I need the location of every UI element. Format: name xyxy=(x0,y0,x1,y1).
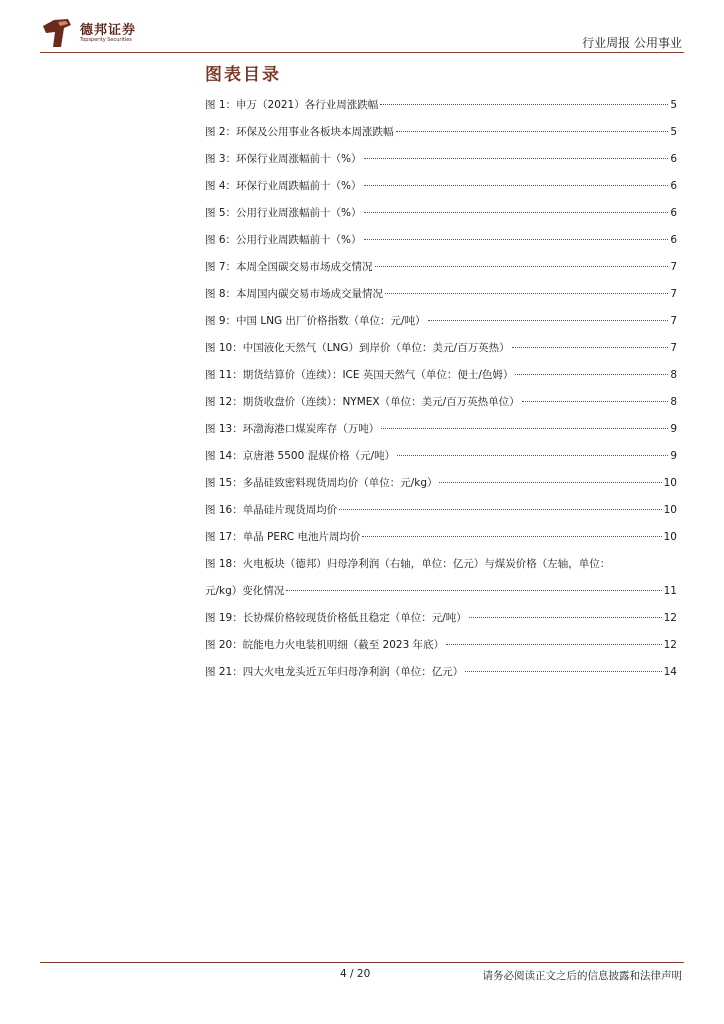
toc-leader-dots xyxy=(396,131,669,132)
toc-leader-dots xyxy=(381,428,668,429)
header-divider xyxy=(40,52,684,53)
toc-item-label: 图 15：多晶硅致密料现货周均价（单位：元/kg） xyxy=(205,477,438,489)
toc-leader-dots xyxy=(339,509,661,510)
toc-item-label: 图 1：申万（2021）各行业周涨跌幅 xyxy=(205,99,379,111)
report-category: 行业周报 公用事业 xyxy=(582,36,682,50)
toc-item-page: 12 xyxy=(663,612,677,624)
toc-item-page: 12 xyxy=(663,639,677,651)
toc-item-label: 图 18：火电板块（德邦）归母净利润（右轴，单位：亿元）与煤炭价格（左轴，单位： xyxy=(205,558,611,570)
toc-item-page: 6 xyxy=(670,207,677,219)
toc-item-page: 6 xyxy=(670,153,677,165)
toc-item-label: 图 5：公用行业周涨幅前十（%） xyxy=(205,207,362,219)
toc-item-11[interactable] xyxy=(205,366,677,384)
toc-item-13[interactable] xyxy=(205,420,677,438)
toc-item-label: 图 4：环保行业周跌幅前十（%） xyxy=(205,180,362,192)
toc-item-page: 10 xyxy=(663,531,677,543)
disclaimer-note: 请务必阅读正文之后的信息披露和法律声明 xyxy=(482,970,682,982)
toc-leader-dots xyxy=(286,590,661,591)
toc-item-page: 10 xyxy=(663,504,677,516)
toc-item-page: 8 xyxy=(670,369,677,381)
toc-item-page: 10 xyxy=(663,477,677,489)
toc-item-label: 图 21：四大火电龙头近五年归母净利润（单位：亿元） xyxy=(205,666,464,678)
toc-list xyxy=(205,96,677,690)
toc-item-label: 图 13：环渤海港口煤炭库存（万吨） xyxy=(205,423,380,435)
toc-item-label: 图 12：期货收盘价（连续）：NYMEX（单位：美元/百万英热单位） xyxy=(205,396,520,408)
toc-leader-dots xyxy=(515,374,668,375)
toc-leader-dots xyxy=(512,347,669,348)
logo-emblem-icon xyxy=(40,16,74,50)
toc-item-17[interactable] xyxy=(205,528,677,546)
toc-item-page: 7 xyxy=(670,315,677,327)
toc-item-label: 图 8：本周国内碳交易市场成交量情况 xyxy=(205,288,384,300)
toc-item-page: 5 xyxy=(670,99,677,111)
toc-leader-dots xyxy=(364,158,669,159)
toc-item-label: 图 17：单晶 PERC 电池片周均价 xyxy=(205,531,361,543)
toc-item-8[interactable] xyxy=(205,285,677,303)
toc-item-page: 11 xyxy=(663,585,677,597)
toc-item-18[interactable] xyxy=(205,555,677,600)
toc-item-1[interactable] xyxy=(205,96,677,114)
toc-item-label: 图 2：环保及公用事业各板块本周涨跌幅 xyxy=(205,126,394,138)
page-title: 图表目录 xyxy=(205,65,281,85)
toc-item-label: 图 6：公用行业周跌幅前十（%） xyxy=(205,234,362,246)
toc-item-page: 7 xyxy=(670,288,677,300)
toc-item-9[interactable] xyxy=(205,312,677,330)
toc-item-page: 7 xyxy=(670,342,677,354)
toc-item-label-cont: 元/kg）变化情况 xyxy=(205,585,285,597)
page-number: 4 / 20 xyxy=(340,968,371,980)
toc-item-label: 图 10：中国液化天然气（LNG）到岸价（单位：美元/百万英热） xyxy=(205,342,510,354)
toc-leader-dots xyxy=(364,212,669,213)
toc-item-page: 6 xyxy=(670,180,677,192)
toc-item-page: 14 xyxy=(663,666,677,678)
toc-leader-dots xyxy=(446,644,662,645)
toc-item-page: 7 xyxy=(670,261,677,273)
toc-item-label: 图 16：单晶硅片现货周均价 xyxy=(205,504,338,516)
toc-item-page: 9 xyxy=(670,450,677,462)
toc-item-7[interactable] xyxy=(205,258,677,276)
toc-item-6[interactable] xyxy=(205,231,677,249)
toc-leader-dots xyxy=(439,482,661,483)
toc-leader-dots xyxy=(362,536,661,537)
toc-item-16[interactable] xyxy=(205,501,677,519)
toc-leader-dots xyxy=(469,617,662,618)
toc-item-21[interactable] xyxy=(205,663,677,681)
toc-item-label: 图 7：本周全国碳交易市场成交情况 xyxy=(205,261,373,273)
toc-item-page: 8 xyxy=(670,396,677,408)
toc-item-12[interactable] xyxy=(205,393,677,411)
toc-leader-dots xyxy=(465,671,661,672)
toc-leader-dots xyxy=(364,185,669,186)
toc-leader-dots xyxy=(380,104,668,105)
toc-item-2[interactable] xyxy=(205,123,677,141)
footer-divider xyxy=(40,962,684,963)
toc-item-14[interactable] xyxy=(205,447,677,465)
logo-text-en: Topsperity Securities xyxy=(80,37,132,43)
toc-item-10[interactable] xyxy=(205,339,677,357)
logo-text-cn: 德邦证券 xyxy=(80,23,137,38)
toc-item-label: 图 3：环保行业周涨幅前十（%） xyxy=(205,153,362,165)
toc-item-4[interactable] xyxy=(205,177,677,195)
toc-item-label: 图 20：皖能电力火电装机明细（截至 2023 年底） xyxy=(205,639,445,651)
toc-leader-dots xyxy=(385,293,668,294)
toc-item-label: 图 9：中国 LNG 出厂价格指数（单位：元/吨） xyxy=(205,315,426,327)
toc-item-page: 5 xyxy=(670,126,677,138)
toc-item-label: 图 14：京唐港 5500 混煤价格（元/吨） xyxy=(205,450,396,462)
toc-item-page: 9 xyxy=(670,423,677,435)
toc-leader-dots xyxy=(428,320,669,321)
toc-leader-dots xyxy=(364,239,669,240)
toc-item-page: 6 xyxy=(670,234,677,246)
toc-item-20[interactable] xyxy=(205,636,677,654)
toc-item-3[interactable] xyxy=(205,150,677,168)
toc-leader-dots xyxy=(375,266,669,267)
toc-item-19[interactable] xyxy=(205,609,677,627)
company-logo xyxy=(40,16,140,52)
toc-item-label: 图 19：长协煤价格较现货价格低且稳定（单位：元/吨） xyxy=(205,612,467,624)
toc-leader-dots xyxy=(397,455,668,456)
toc-leader-dots xyxy=(522,401,669,402)
toc-item-5[interactable] xyxy=(205,204,677,222)
toc-item-label: 图 11：期货结算价（连续）：ICE 英国天然气（单位：便士/色姆） xyxy=(205,369,514,381)
toc-item-15[interactable] xyxy=(205,474,677,492)
